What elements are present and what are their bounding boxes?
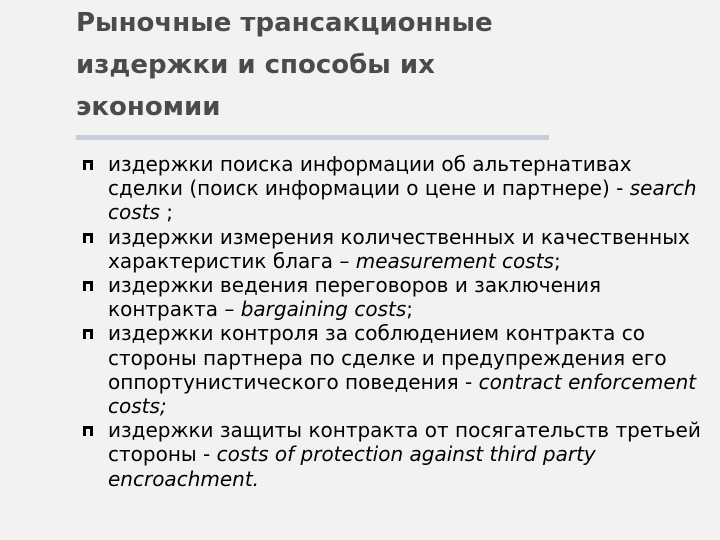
square-n-bullet-icon <box>83 281 93 291</box>
bullet-tail: ; <box>406 297 414 322</box>
bullet-tail: ; <box>553 248 561 273</box>
bullet-item-enforcement-costs <box>80 321 705 418</box>
bullet-tail: ; <box>159 200 174 225</box>
slide-title-line-3: экономии <box>76 92 221 122</box>
bullet-list <box>80 152 705 491</box>
bullet-term: measurement costs <box>355 248 554 273</box>
bullet-term: contract enforcement costs; <box>108 369 697 419</box>
bullet-term: search costs <box>108 176 697 225</box>
title-underline <box>76 135 549 140</box>
bullet-text: издержки ведения переговоров и заключения контракта – <box>108 273 601 322</box>
bullet-text: издержки контроля за соблюдением контракта со стороны партнера по сделке и предупреждения его оппортунистического поведения - <box>108 321 667 394</box>
bullet-text: издержки защиты контракта от посягательств третьей стороны - <box>108 418 701 467</box>
bullet-term: costs of protection against third party encroachment. <box>108 442 596 491</box>
slide-title-line-2: издержки и способы их <box>76 50 435 80</box>
bullet-item-measurement-costs <box>80 225 705 273</box>
slide-title <box>76 2 676 128</box>
bullet-text: издержки поиска информации об альтернативах сделки (поиск информации о цене и партнере) - <box>108 152 632 201</box>
bullet-text: издержки измерения количественных и качественных характеристик блага – <box>108 224 690 273</box>
square-n-bullet-icon <box>83 160 93 170</box>
bullet-term: bargaining costs <box>240 297 407 322</box>
slide-title-line-1: Рыночные трансакционные <box>76 8 493 38</box>
bullet-item-bargaining-costs <box>80 273 705 321</box>
bullet-item-search-costs <box>80 152 705 225</box>
square-n-bullet-icon <box>83 329 93 339</box>
square-n-bullet-icon <box>83 233 93 243</box>
square-n-bullet-icon <box>83 426 93 436</box>
bullet-item-protection-costs <box>80 418 705 491</box>
